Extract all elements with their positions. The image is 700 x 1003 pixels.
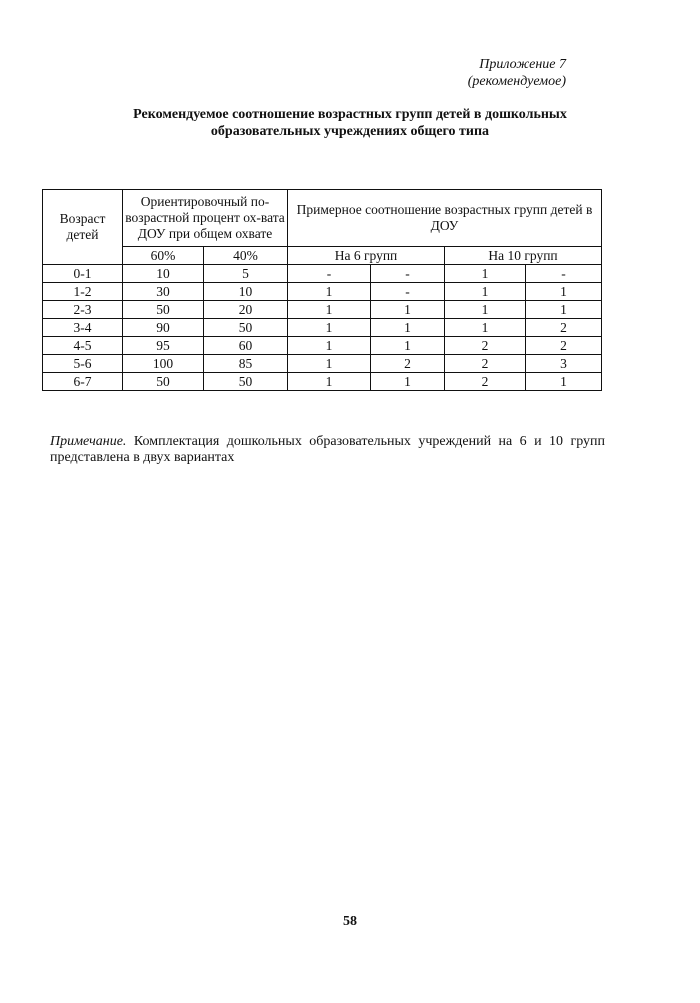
cell-g10b: 2 (526, 337, 602, 355)
header-percent: Ориентировочный по-возрастной процент ох-вата ДОУ при общем охвате (123, 190, 288, 247)
cell-g10a: 1 (445, 283, 526, 301)
cell-pct60: 30 (123, 283, 204, 301)
cell-g10a: 1 (445, 319, 526, 337)
cell-g10b: 2 (526, 319, 602, 337)
cell-g10a: 2 (445, 337, 526, 355)
header-groups6: На 6 групп (288, 247, 445, 265)
cell-age: 2-3 (43, 301, 123, 319)
cell-pct60: 10 (123, 265, 204, 283)
note-label: Примечание. (50, 434, 127, 449)
cell-age: 3-4 (43, 319, 123, 337)
cell-g6a: 1 (288, 319, 371, 337)
table-row (43, 337, 602, 355)
cell-pct40: 60 (204, 337, 288, 355)
cell-g6b: 1 (371, 319, 445, 337)
cell-g10b: 1 (526, 373, 602, 391)
cell-g10a: 1 (445, 265, 526, 283)
table-row (43, 301, 602, 319)
title-line-1: Рекомендуемое соотношение возрастных групп детей в дошкольных (133, 107, 567, 122)
cell-pct40: 5 (204, 265, 288, 283)
cell-g10b: 1 (526, 301, 602, 319)
cell-g6b: 1 (371, 337, 445, 355)
cell-pct60: 90 (123, 319, 204, 337)
header-age: Возраст детей (43, 190, 123, 265)
header-pct40: 40% (204, 247, 288, 265)
cell-g6a: 1 (288, 301, 371, 319)
cell-g6b: - (371, 265, 445, 283)
table-note (50, 434, 605, 466)
cell-g6a: 1 (288, 283, 371, 301)
cell-g6a: 1 (288, 337, 371, 355)
cell-age: 4-5 (43, 337, 123, 355)
cell-pct40: 50 (204, 373, 288, 391)
cell-age: 0-1 (43, 265, 123, 283)
table-row (43, 319, 602, 337)
appendix-label (416, 56, 566, 90)
appendix-status: (рекомендуемое) (467, 74, 566, 89)
cell-g6b: 2 (371, 355, 445, 373)
cell-g10a: 2 (445, 373, 526, 391)
table-row (43, 355, 602, 373)
cell-g6b: - (371, 283, 445, 301)
header-groups10: На 10 групп (445, 247, 602, 265)
cell-g6a: - (288, 265, 371, 283)
document-title (60, 106, 640, 140)
cell-pct60: 95 (123, 337, 204, 355)
table-row (43, 373, 602, 391)
cell-g10b: 1 (526, 283, 602, 301)
cell-g6b: 1 (371, 301, 445, 319)
cell-g10a: 1 (445, 301, 526, 319)
cell-g10b: - (526, 265, 602, 283)
age-groups-table (42, 189, 602, 391)
header-ratio: Примерное соотношение возрастных групп детей в ДОУ (288, 190, 602, 247)
cell-g6a: 1 (288, 355, 371, 373)
cell-g6a: 1 (288, 373, 371, 391)
table-row (43, 265, 602, 283)
cell-pct40: 10 (204, 283, 288, 301)
page-number: 58 (343, 914, 357, 929)
header-pct60: 60% (123, 247, 204, 265)
cell-pct40: 50 (204, 319, 288, 337)
cell-g6b: 1 (371, 373, 445, 391)
cell-pct40: 20 (204, 301, 288, 319)
cell-age: 5-6 (43, 355, 123, 373)
cell-pct60: 50 (123, 373, 204, 391)
title-line-2: образовательных учреждениях общего типа (210, 124, 490, 139)
cell-pct60: 100 (123, 355, 204, 373)
appendix-number: Приложение 7 (479, 57, 566, 72)
cell-g10b: 3 (526, 355, 602, 373)
cell-pct40: 85 (204, 355, 288, 373)
cell-g10a: 2 (445, 355, 526, 373)
table-row (43, 283, 602, 301)
cell-pct60: 50 (123, 301, 204, 319)
note-text: Комплектация дошкольных образовательных учреждений на 6 и 10 групп представлена в двух вариантах (50, 434, 605, 465)
cell-age: 1-2 (43, 283, 123, 301)
cell-age: 6-7 (43, 373, 123, 391)
